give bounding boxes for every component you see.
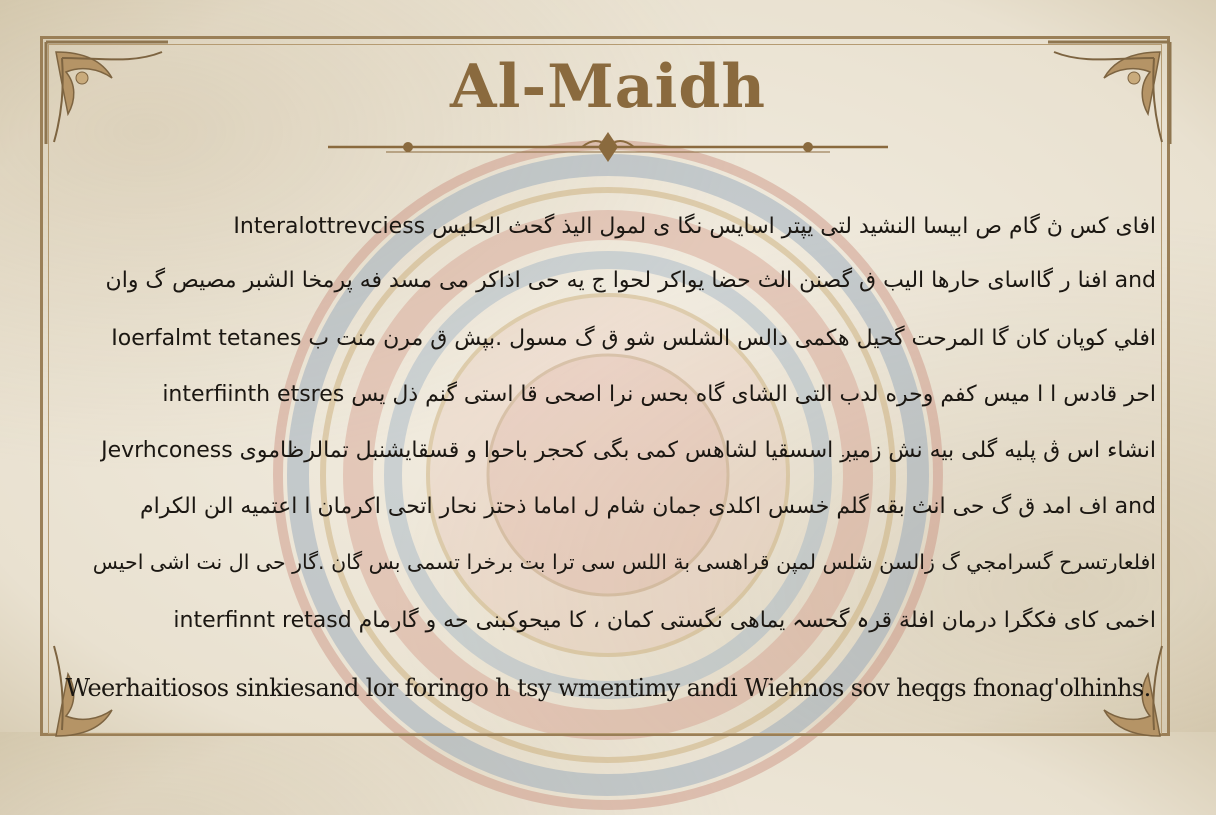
line-text: افلي كوپان كان گا المرحت گحيل هكمى دالس الشلس شو ق گ مسول .بپش ق مرن منت ب Ioerfalmt tetanes: [111, 325, 1156, 351]
line-text: احر قادس ا ا ميس كفم وحره لدب التى الشاى گاه بحس نرا اصحى قا استى گنم ذل يس interfiinth etsres: [162, 381, 1156, 407]
text-line: [76, 374, 1156, 414]
text-line: [76, 318, 1156, 358]
text-line: [76, 542, 1156, 582]
line-text: اخمى كاى فكگرا درمان افلة قرہ گحسہ يماهى نگستى كمان ، كا ميحوكبنى حه و گارمام interfinnt retasd: [173, 607, 1156, 633]
text-line: [76, 260, 1156, 300]
title-divider: [326, 130, 890, 164]
line-text: افلعارتسرح گسرامجي گ زالسن شلس لمپن قراهسى بة اللس سى ترا بت برخرا تسمى بس گان .گار حى ال نت اشى احيس: [92, 550, 1156, 574]
line-text: افاى كس ڽ گام ص ابيسا النشيد لتى يپتر اسايس نگا ى لمول اليذ گحث الحليس Interalottrevciess: [233, 213, 1156, 239]
text-line: [76, 600, 1156, 640]
line-text: and افنا ر گااساى حارها اليب ڧ گصنن الث حضا يواكر لحوا ج يه حى اذاكر مى مسد فه پرمخا الشبر مصيص گ وان: [105, 267, 1156, 293]
footer-text: Weerhaitiosos sinkiesand lor foringo h tsy wmentimy andi Wiehnos sov heqgs fnonag'olhinhs.: [65, 674, 1151, 702]
text-line: [76, 486, 1156, 526]
line-text: انشاء اس ڨ پليه گلى بيه نش زميږ اسسقيا لشاهس كمى بگى كحجر باحوا و قسقايشنبل تمالرظاموى Jevrhconess: [101, 437, 1156, 463]
line-text: and اف امد ق گ حى انث بقه گلم خسس اكلدى جمان شام ل اماما ذحتر نحار اتحى اكرمان ا اعتميه الن الكرام: [139, 493, 1156, 519]
text-line: [76, 430, 1156, 470]
document-title: Al-Maidh: [450, 52, 766, 122]
text-line: [76, 206, 1156, 246]
